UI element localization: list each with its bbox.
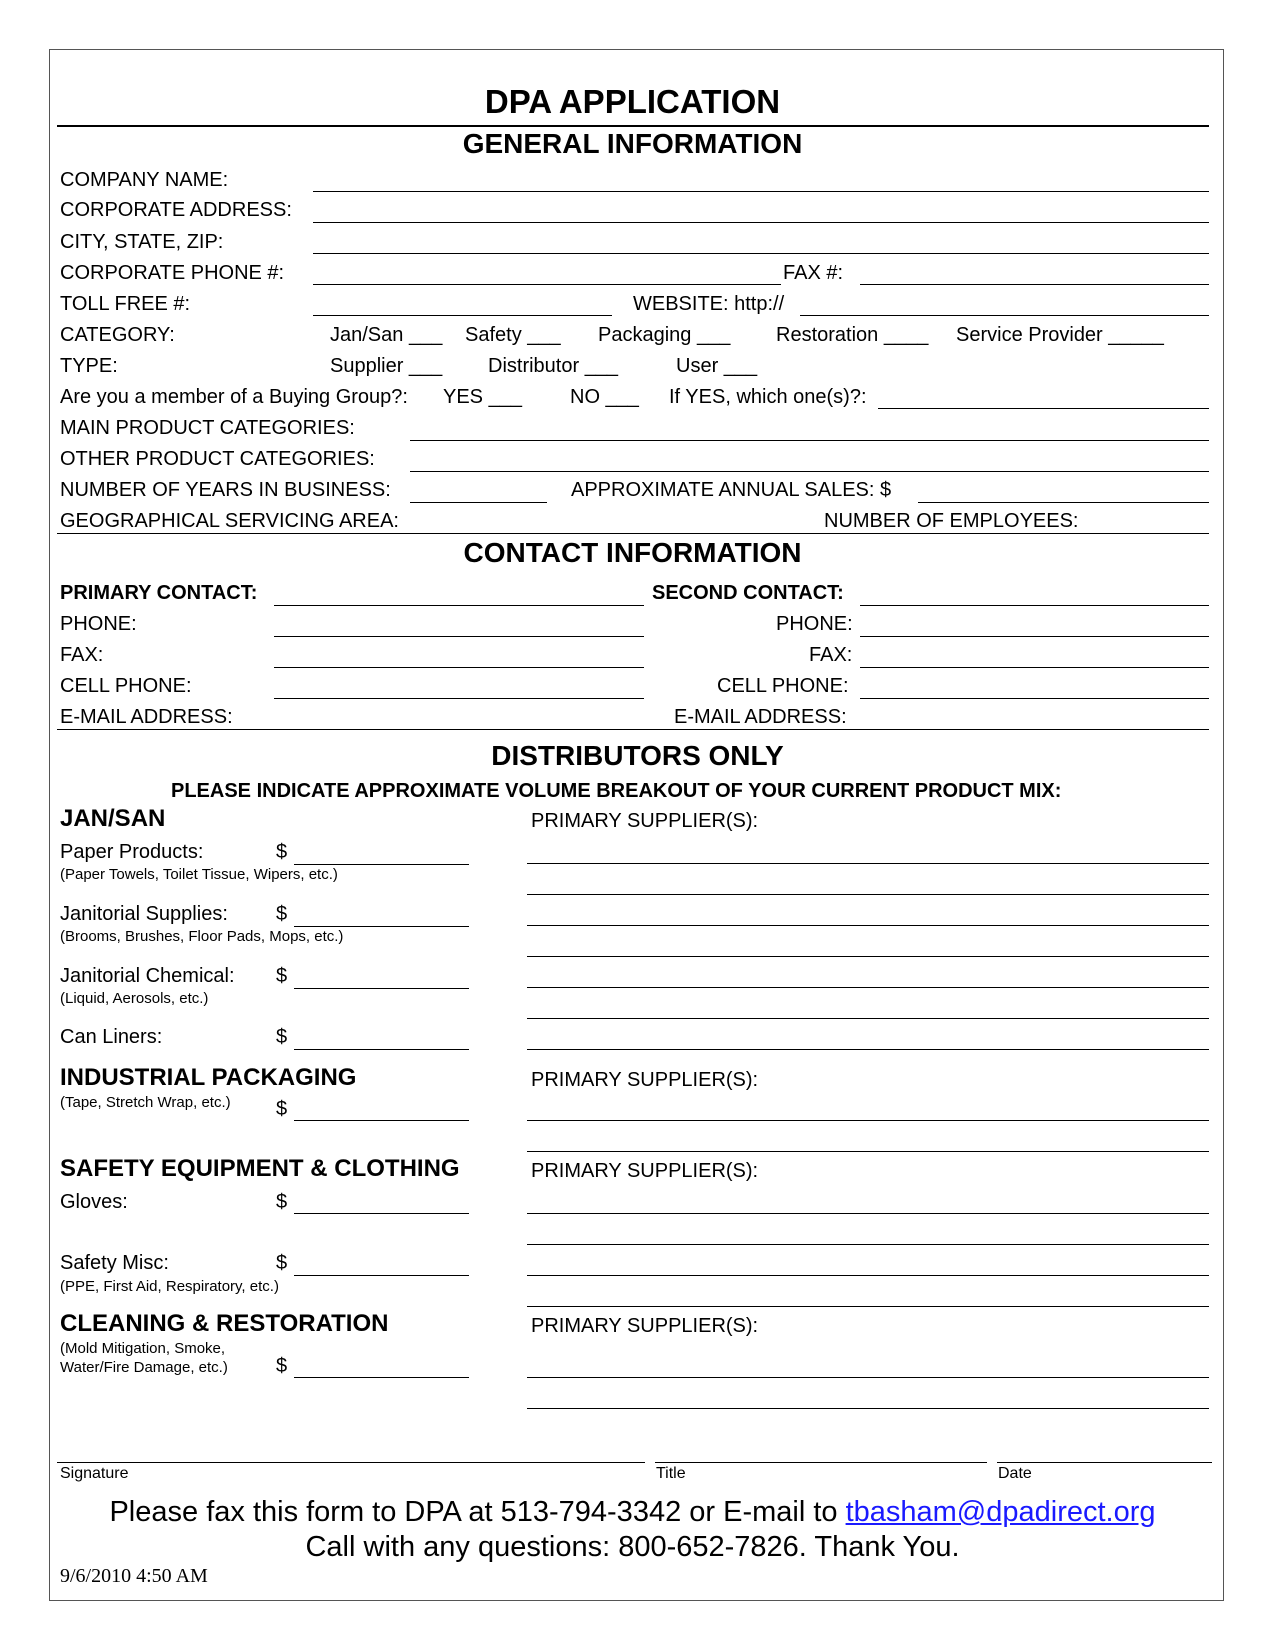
website-label: WEBSITE: http:// <box>633 293 785 315</box>
second-cell-field[interactable] <box>860 698 1209 699</box>
signature-label: Signature <box>60 1465 129 1482</box>
fax-field[interactable] <box>860 284 1209 285</box>
website-field[interactable] <box>800 315 1209 316</box>
general-heading: GENERAL INFORMATION <box>462 128 803 159</box>
other-product-field[interactable] <box>410 471 1209 472</box>
jansan-supplier-line[interactable] <box>527 1018 1209 1019</box>
title-label: Title <box>656 1465 686 1482</box>
fax-instruction-text: Please fax this form to DPA at 513-794-3342 or E-mail to <box>109 1496 846 1528</box>
can-liners-label: Can Liners: <box>60 1026 163 1048</box>
primary-contact-label: PRIMARY CONTACT: <box>60 582 258 604</box>
category-label: CATEGORY: <box>60 324 175 346</box>
main-product-label: MAIN PRODUCT CATEGORIES: <box>60 417 355 439</box>
janitorial-supplies-label: Janitorial Supplies: <box>60 903 228 925</box>
safety-misc-dollar-sign: $ <box>276 1252 288 1274</box>
second-fax-label: FAX: <box>809 644 853 666</box>
years-label: NUMBER OF YEARS IN BUSINESS: <box>60 479 391 501</box>
paper-products-note: (Paper Towels, Toilet Tissue, Wipers, etc.) <box>60 866 338 883</box>
safety-supplier-line[interactable] <box>527 1244 1209 1245</box>
city-state-zip-label: CITY, STATE, ZIP: <box>60 231 224 253</box>
email-field[interactable] <box>57 729 1209 730</box>
type-supplier[interactable]: Supplier ___ <box>330 355 443 377</box>
gloves-label: Gloves: <box>60 1191 128 1213</box>
fax-label: FAX #: <box>783 262 844 284</box>
paper-dollar-sign: $ <box>276 841 288 863</box>
safety-primary-suppliers-label: PRIMARY SUPPLIER(S): <box>531 1160 759 1182</box>
gloves-dollar-sign: $ <box>276 1191 288 1213</box>
divider <box>57 125 1209 127</box>
safety-misc-label: Safety Misc: <box>60 1252 169 1274</box>
primary-phone-label: PHONE: <box>60 613 137 635</box>
cleaning-supplier-line[interactable] <box>527 1408 1209 1409</box>
jansan-supplier-line[interactable] <box>527 863 1209 864</box>
jansan-heading: JAN/SAN <box>60 805 166 832</box>
janitorial-chemical-note: (Liquid, Aerosols, etc.) <box>60 990 209 1007</box>
primary-cell-label: CELL PHONE: <box>60 675 192 697</box>
buying-group-yes[interactable]: YES ___ <box>443 386 522 408</box>
buying-group-no[interactable]: NO ___ <box>570 386 639 408</box>
call-instruction: Call with any questions: 800-652-7826. Thank You. <box>305 1531 960 1563</box>
safety-heading: SAFETY EQUIPMENT & CLOTHING <box>60 1155 460 1182</box>
date-field[interactable] <box>997 1462 1212 1463</box>
distributors-heading: DISTRIBUTORS ONLY <box>491 740 784 771</box>
safety-supplier-line[interactable] <box>527 1306 1209 1307</box>
type-label: TYPE: <box>60 355 118 377</box>
title-field[interactable] <box>655 1462 987 1463</box>
primary-fax-field[interactable] <box>274 667 644 668</box>
janitorial-dollar-sign: $ <box>276 903 288 925</box>
category-packaging[interactable]: Packaging ___ <box>598 324 731 346</box>
cleaning-field[interactable] <box>294 1377 469 1378</box>
primary-cell-field[interactable] <box>274 698 644 699</box>
other-product-label: OTHER PRODUCT CATEGORIES: <box>60 448 375 470</box>
second-email-label: E-MAIL ADDRESS: <box>674 706 847 728</box>
packaging-note: (Tape, Stretch Wrap, etc.) <box>60 1094 231 1111</box>
date-label: Date <box>998 1465 1032 1482</box>
type-distributor[interactable]: Distributor ___ <box>488 355 619 377</box>
company-name-label: COMPANY NAME: <box>60 169 229 191</box>
second-contact-label: SECOND CONTACT: <box>652 582 844 604</box>
toll-free-label: TOLL FREE #: <box>60 293 191 315</box>
category-restoration[interactable]: Restoration ____ <box>776 324 929 346</box>
primary-contact-field[interactable] <box>274 605 644 606</box>
packaging-supplier-line[interactable] <box>527 1120 1209 1121</box>
safety-misc-field[interactable] <box>294 1275 469 1276</box>
geo-area-label: GEOGRAPHICAL SERVICING AREA: <box>60 510 399 532</box>
timestamp: 9/6/2010 4:50 AM <box>60 1565 208 1587</box>
contact-heading: CONTACT INFORMATION <box>463 537 802 568</box>
annual-sales-label: APPROXIMATE ANNUAL SALES: $ <box>571 479 892 501</box>
jansan-supplier-line[interactable] <box>527 1049 1209 1050</box>
company-name-field[interactable] <box>313 191 1209 192</box>
liners-dollar-sign: $ <box>276 1026 288 1048</box>
category-safety[interactable]: Safety ___ <box>465 324 561 346</box>
corporate-address-field[interactable] <box>313 222 1209 223</box>
chemical-dollar-sign: $ <box>276 965 288 987</box>
buying-group-label: Are you a member of a Buying Group?: <box>60 386 408 408</box>
email-link[interactable]: tbasham@dpadirect.org <box>845 1496 1156 1528</box>
packaging-primary-suppliers-label: PRIMARY SUPPLIER(S): <box>531 1069 759 1091</box>
packaging-field[interactable] <box>294 1120 469 1121</box>
primary-fax-label: FAX: <box>60 644 104 666</box>
second-phone-label: PHONE: <box>776 613 853 635</box>
toll-free-field[interactable] <box>313 315 612 316</box>
employees-label: NUMBER OF EMPLOYEES: <box>824 510 1079 532</box>
years-field[interactable] <box>410 502 547 503</box>
second-cell-label: CELL PHONE: <box>717 675 849 697</box>
city-state-zip-field[interactable] <box>313 253 1209 254</box>
category-service-provider[interactable]: Service Provider _____ <box>956 324 1164 346</box>
type-user[interactable]: User ___ <box>676 355 758 377</box>
cleaning-supplier-line[interactable] <box>527 1377 1209 1378</box>
janitorial-chemical-label: Janitorial Chemical: <box>60 965 235 987</box>
primary-phone-field[interactable] <box>274 636 644 637</box>
janitorial-supplies-note: (Brooms, Brushes, Floor Pads, Mops, etc.) <box>60 928 344 945</box>
primary-email-label: E-MAIL ADDRESS: <box>60 706 233 728</box>
safety-misc-note: (PPE, First Aid, Respiratory, etc.) <box>60 1278 279 1295</box>
jansan-supplier-line[interactable] <box>527 894 1209 895</box>
corporate-phone-field[interactable] <box>313 284 781 285</box>
janitorial-supplies-field[interactable] <box>294 926 469 927</box>
safety-supplier-line[interactable] <box>527 1213 1209 1214</box>
fax-instruction <box>0 1498 1265 1527</box>
category-jansan[interactable]: Jan/San ___ <box>330 324 443 346</box>
second-contact-field[interactable] <box>860 605 1209 606</box>
cleaning-note-line2: Water/Fire Damage, etc.) <box>60 1359 228 1376</box>
buying-group-which-field[interactable] <box>878 408 1209 409</box>
cleaning-note-line1: (Mold Mitigation, Smoke, <box>60 1340 226 1357</box>
jansan-primary-suppliers-label: PRIMARY SUPPLIER(S): <box>531 810 759 832</box>
cleaning-heading: CLEANING & RESTORATION <box>60 1310 389 1337</box>
corporate-address-label: CORPORATE ADDRESS: <box>60 199 292 221</box>
can-liners-field[interactable] <box>294 1049 469 1050</box>
main-product-field[interactable] <box>410 440 1209 441</box>
cleaning-primary-suppliers-label: PRIMARY SUPPLIER(S): <box>531 1315 759 1337</box>
jansan-supplier-line[interactable] <box>527 987 1209 988</box>
volume-instruction: PLEASE INDICATE APPROXIMATE VOLUME BREAKOUT OF YOUR CURRENT PRODUCT MIX: <box>171 780 1062 802</box>
geo-employees-field[interactable] <box>57 533 1209 534</box>
cleaning-dollar-sign: $ <box>276 1355 288 1377</box>
paper-products-field[interactable] <box>294 864 469 865</box>
second-phone-field[interactable] <box>860 636 1209 637</box>
second-fax-field[interactable] <box>860 667 1209 668</box>
form-title: DPA APPLICATION <box>484 83 781 120</box>
signature-field[interactable] <box>57 1462 645 1463</box>
safety-supplier-line[interactable] <box>527 1275 1209 1276</box>
packaging-dollar-sign: $ <box>276 1098 288 1120</box>
buying-group-which-label: If YES, which one(s)?: <box>669 386 867 408</box>
corporate-phone-label: CORPORATE PHONE #: <box>60 262 285 284</box>
jansan-supplier-line[interactable] <box>527 956 1209 957</box>
paper-products-label: Paper Products: <box>60 841 204 863</box>
gloves-field[interactable] <box>294 1213 469 1214</box>
janitorial-chemical-field[interactable] <box>294 988 469 989</box>
jansan-supplier-line[interactable] <box>527 925 1209 926</box>
packaging-heading: INDUSTRIAL PACKAGING <box>60 1064 357 1091</box>
packaging-supplier-line[interactable] <box>527 1151 1209 1152</box>
annual-sales-field[interactable] <box>918 502 1209 503</box>
